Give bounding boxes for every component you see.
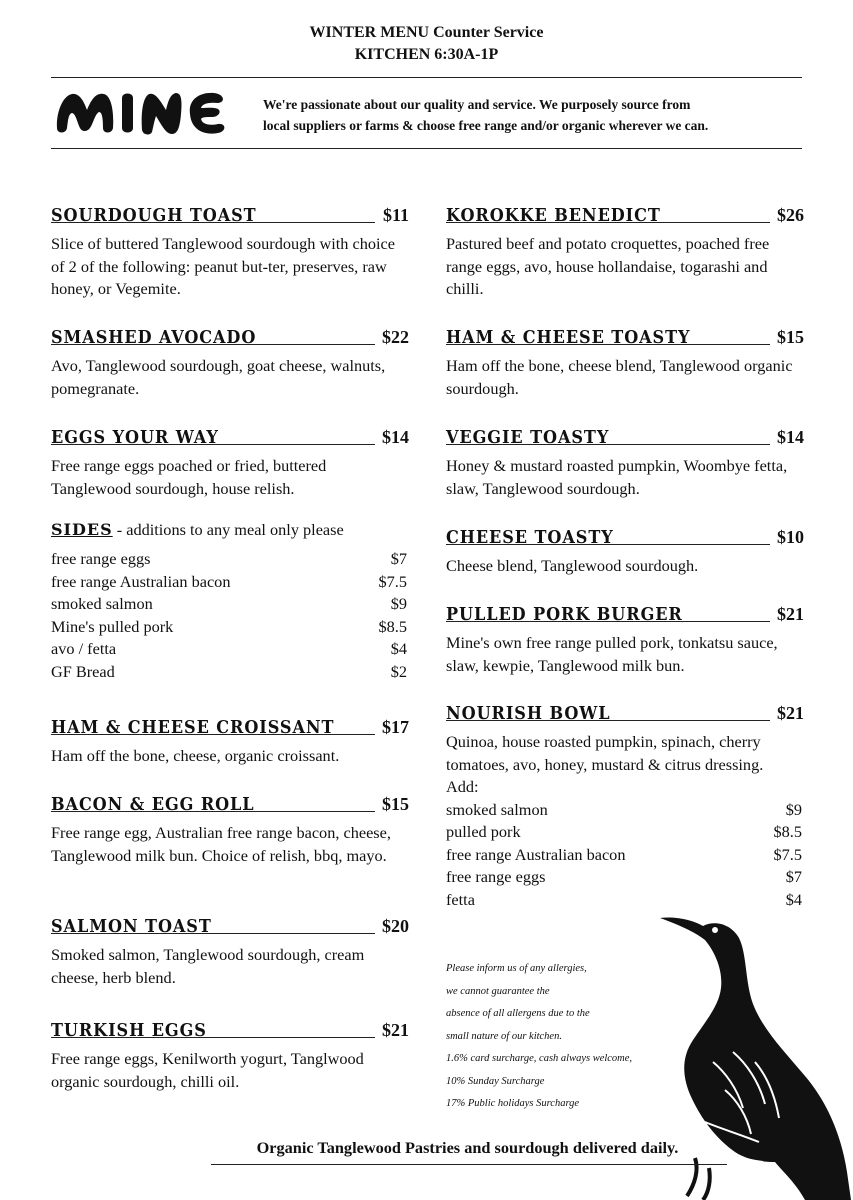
list-item-price: $7.5 [378,571,407,591]
item-description: Free range eggs poached or fried, buttered Tanglewood sourdough, house relish. [51,456,327,498]
item-name: HAM & CHEESE TOASTY [446,328,691,348]
item-name: CHEESE TOASTY [446,528,614,548]
menu-title: WINTER MENU Counter Service [309,24,544,41]
list-item-price: $7 [785,867,802,886]
allergy-line: we cannot guarantee the [446,985,550,997]
item-name: KOROKKE BENEDICT [446,206,661,226]
add-label: Add: [446,777,479,796]
list-item-name: Mine's pulled pork [51,616,174,636]
item-price: $14 [382,427,409,447]
list-item [446,821,802,844]
list-item-name: smoked salmon [446,799,548,819]
item-name: SALMON TOAST [51,917,212,937]
menu-item [51,907,407,989]
menu-item [51,1011,407,1093]
item-price: $26 [777,205,804,225]
item-description: Mine's own free range pulled pork, tonkatsu sauce, slaw, kewpie, Tanglewood milk bun. [446,633,778,675]
item-price: $14 [777,427,804,447]
item-price: $15 [382,794,409,814]
list-item [51,638,407,661]
item-price: $21 [777,703,804,723]
menu-item [446,196,802,301]
list-item [51,593,407,616]
item-name: PULLED PORK BURGER [446,605,683,625]
item-description: Ham off the bone, cheese blend, Tanglewood organic sourdough. [446,356,793,398]
item-price: $11 [382,205,409,225]
list-item-price: $8.5 [378,616,407,636]
menu-item [446,518,802,578]
list-item-price: $7.5 [773,844,802,864]
menu-item [446,595,802,677]
item-header [446,196,804,226]
item-header [51,418,409,448]
item-header [51,785,409,815]
item-name: SOURDOUGH TOAST [51,206,257,226]
item-price: $21 [382,1020,409,1040]
item-header [51,708,409,738]
item-header [446,518,804,548]
list-item-name: free range Australian bacon [51,571,231,591]
list-item [51,661,407,684]
menu-item [51,318,407,400]
list-item [51,616,407,639]
item-header [446,418,804,448]
item-description: Free range eggs, Kenilworth yogurt, Tanglwood organic sourdough, chilli oil. [51,1049,364,1091]
list-item [446,799,802,822]
menu-item [446,318,802,400]
menu-item [51,418,407,500]
list-item-price: $2 [390,661,407,681]
list-item [51,548,407,571]
menu-item [446,694,802,911]
item-header [446,595,804,625]
list-item-name: free range eggs [51,549,151,568]
list-item-price: $4 [390,639,407,658]
item-price: $21 [777,604,804,624]
allergy-line: absence of all allergens due to the [446,1008,590,1019]
menu-header [0,22,853,66]
item-price: $22 [382,327,409,347]
sides-section [51,520,407,683]
list-item-name: free range Australian bacon [446,844,626,864]
menu-item [51,708,407,768]
allergy-line: 10% Sunday Surcharge [446,1075,545,1087]
menu-item [51,785,407,867]
item-header [51,196,409,226]
footer-note: Organic Tanglewood Pastries and sourdough delivered daily. [256,1138,679,1157]
item-header [446,318,804,348]
menu-item [446,418,802,500]
list-item-name: fetta [446,889,475,909]
list-item-price: $9 [390,594,407,613]
allergy-line: small nature of our kitchen. [446,1030,562,1042]
allergy-line: 1.6% card surcharge, cash always welcome, [446,1053,633,1064]
tagline: We're passionate about our quality and service. We purposely source from local suppliers or farms & choose free range and/or organic wherever we can. [263,97,709,133]
item-description: Honey & mustard roasted pumpkin, Woombye fetta, slaw, Tanglewood sourdough. [446,456,788,498]
allergy-line: Please inform us of any allergies, [446,963,587,974]
item-header [51,318,409,348]
sides-heading: SIDES - additions to any meal only please [51,520,344,539]
list-item-name: pulled pork [446,822,521,841]
item-header [51,907,409,937]
list-item-price: $9 [785,799,802,819]
item-price: $10 [777,527,804,547]
item-name: SMASHED AVOCADO [51,328,257,348]
footer-rule [211,1164,727,1165]
list-item-price: $7 [390,549,407,568]
item-description: Cheese blend, Tanglewood sourdough. [446,556,699,575]
item-name: HAM & CHEESE CROISSANT [51,718,335,738]
item-name: VEGGIE TOASTY [446,428,610,448]
item-description: Slice of buttered Tanglewood sourdough with choice of 2 of the following: peanut but-ter, preserves, raw honey, or Vegemite. [51,234,396,298]
item-name: BACON & EGG ROLL [51,795,255,815]
allergy-line: 17% Public holidays Surcharge [446,1098,580,1109]
list-item-price: $4 [785,889,802,909]
header-top-rule [51,77,802,78]
list-item-name: free range eggs [446,867,546,886]
item-name: TURKISH EGGS [51,1021,207,1041]
item-description: Ham off the bone, cheese, organic croissant. [51,746,340,765]
bowl-add-list [446,799,802,912]
item-description: Pastured beef and potato croquettes, poached free range eggs, avo, house hollandaise, togarashi and chilli. [446,234,770,298]
list-item [446,866,802,889]
item-header [51,1011,409,1041]
mine-logo [54,84,229,136]
item-price: $17 [382,717,409,737]
item-price: $20 [382,916,409,936]
item-description: Free range egg, Australian free range bacon, cheese, Tanglewood milk bun. Choice of relish, bbq, mayo. [51,823,391,865]
item-description: Quinoa, house roasted pumpkin, spinach, cherry tomatoes, avo, honey, mustard & citrus dressing. [446,732,764,774]
item-price: $15 [777,327,804,347]
list-item [51,571,407,594]
item-header [446,694,804,724]
item-description: Smoked salmon, Tanglewood sourdough, cream cheese, herb blend. [51,945,365,987]
list-item-name: GF Bread [51,661,115,681]
item-name: EGGS YOUR WAY [51,428,219,448]
list-item-price: $8.5 [773,822,802,841]
item-description: Avo, Tanglewood sourdough, goat cheese, walnuts, pomegranate. [51,356,386,398]
sides-list [51,548,407,683]
list-item [446,889,802,912]
list-item [446,844,802,867]
item-name: NOURISH BOWL [446,704,611,724]
list-item-name: avo / fetta [51,639,117,658]
header-bottom-rule [51,148,802,149]
kitchen-hours: KITCHEN 6:30A-1P [354,46,499,63]
menu-item [51,196,407,301]
list-item-name: smoked salmon [51,594,153,613]
